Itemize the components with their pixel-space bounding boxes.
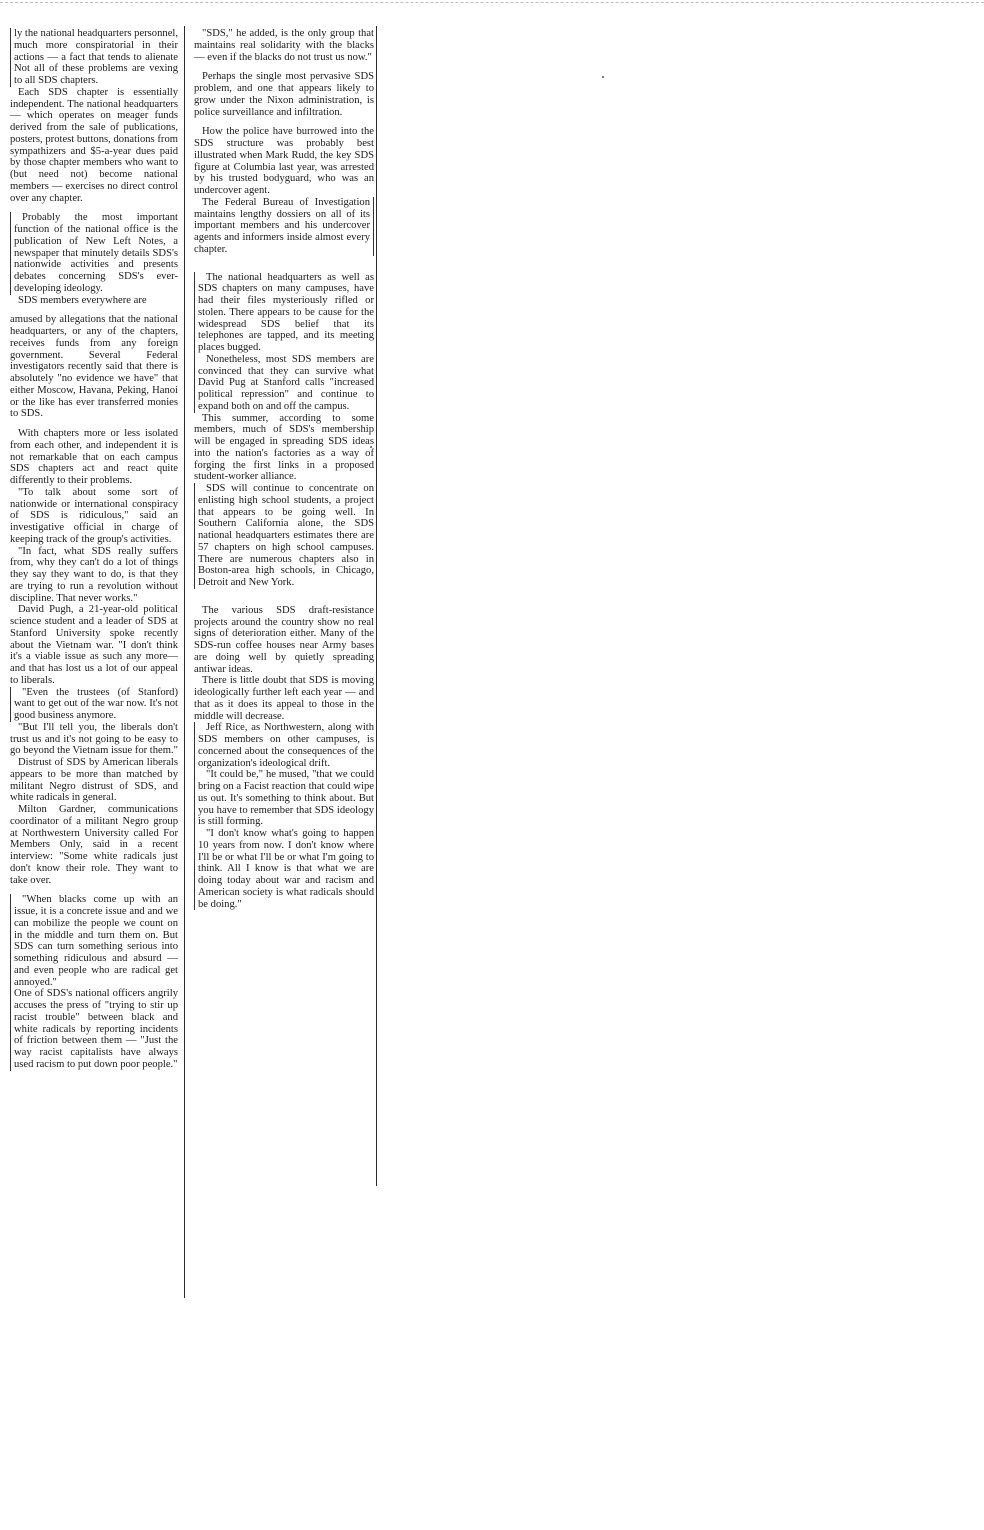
article-paragraph: Distrust of SDS by American liberals appears to be more than matched by militant Negro distrust of SDS, and white radicals in general. [10, 757, 178, 804]
article-paragraph: "In fact, what SDS really suffers from, why they can't do a lot of things they say they want to do, is that they are trying to run a revolution without discipline. That never works." [10, 545, 178, 604]
article-paragraph: amused by allegations that the national headquarters, or any of the chapters, receives funds from any foreign government. Several Federal investigators recently said that there is absolutely "no evidence we have" that either Moscow, Havana, Peking, Hanoi or the like has ever transferred monies to SDS. [10, 314, 178, 420]
article-paragraph: One of SDS's national officers angrily accuses the press of "trying to stir up racist trouble" between black and white radicals by reporting incidents of friction between them — "Just the way racist capitalists have always used racism to put down poor people." [10, 988, 178, 1070]
scan-top-border [0, 2, 984, 3]
article-paragraph: "But I'll tell you, the liberals don't trust us and it's not going to be easy to go beyond the Vietnam issue for them." [10, 721, 178, 757]
article-paragraph: Probably the most important function of the national office is the publication of New Left Notes, a newspaper that minutely details SDS's nationwide activities and presents debates concerning SDS's ever-developing ideology. [10, 212, 178, 294]
article-paragraph: ly the national headquarters personnel, much more conspiratorial in their actions — a fact that tends to alienate Not all of these problems are vexing to all SDS chapters. [10, 28, 178, 87]
article-paragraph: Jeff Rice, as Northwestern, along with SDS members on other campuses, is concerned about the consequences of the organization's ideological drift. [194, 722, 374, 769]
article-paragraph: Perhaps the single most pervasive SDS problem, and one that appears likely to grow under the Nixon administration, is police surveillance and infiltration. [194, 71, 374, 118]
article-paragraph: "Even the trustees (of Stanford) want to get out of the war now. It's not good business anymore. [10, 687, 178, 722]
article-paragraph: This summer, according to some members, much of SDS's membership will be engaged in spreading SDS ideas into the nation's factories as a way of forging the first links in a proposed student-worker alliance. [194, 412, 374, 483]
article-paragraph: "To talk about some sort of nationwide or international conspiracy of SDS is ridiculous," said an investigative official in charge of keeping track of the group's activities. [10, 486, 178, 545]
article-paragraph: SDS members everywhere are [18, 294, 147, 306]
article-paragraph: There is little doubt that SDS is moving ideologically further left each year — and that as it does its appeal to those in the middle will decrease. [194, 675, 374, 722]
article-paragraph: SDS will continue to concentrate on enlisting high school students, a project that appears to be going well. In Southern California alone, the SDS national headquarters estimates there are 57 chapters on high school campuses. There are numerous chapters also in Boston-area high schools, in Chicago, Detroit and New York. [194, 483, 374, 589]
article-paragraph: The various SDS draft-resistance projects around the country show no real signs of deterioration either. Many of the SDS-run coffee houses near Army bases are doing well by quietly spreading antiwar ideas. [194, 604, 374, 675]
article-paragraph: "It could be," he mused, "that we could bring on a Facist reaction that could wipe us out. It's something to think about. But you have to remember that SDS ideology is still forming. [194, 769, 374, 828]
article-paragraph: How the police have burrowed into the SDS structure was probably best illustrated when Mark Rudd, the key SDS figure at Columbia last year, was arrested by his trusted bodyguard, who was an undercover agent. [194, 126, 374, 196]
article-paragraph: "I don't know what's going to happen 10 years from now. I don't know where I'll be or what I'll be or what I'm going to think. All I know is that what we are doing today about war and racism and American society is what radicals should be doing." [194, 828, 374, 910]
article-paragraph: Milton Gardner, communications coordinator of a militant Negro group at Northwestern University called For Members Only, said in a recent interview: "Some white radicals just don't know their role. They want to take over. [10, 804, 178, 886]
article-paragraph: Each SDS chapter is essentially independent. The national headquarters — which operates on meager funds derived from the sale of publications, posters, protest buttons, donations from sympathizers and $5-a-year dues paid by those chapter members who want to (but need not) become national members — exercises no direct control over any chapter. [10, 86, 178, 204]
scan-speck [602, 76, 604, 78]
column-divider [184, 26, 185, 1298]
article-paragraph: The national headquarters as well as SDS chapters on many campuses, have had their files mysteriously rifled or stolen. There appears to be cause for the widespread SDS belief that its telephones are tapped, and its meeting places bugged. [194, 272, 374, 354]
article-paragraph: "SDS," he added, is the only group that maintains real solidarity with the blacks — even if the blacks do not trust us now." [194, 28, 374, 63]
article-column-1 [10, 28, 178, 1071]
article-column-2 [194, 28, 374, 910]
column-right-rule [376, 26, 377, 1186]
article-paragraph: David Pugh, a 21-year-old political science student and a leader of SDS at Stanford University spoke recently about the Vietnam war. "I don't think it's a viable issue as such any more—and that has lost us a lot of our appeal to liberals. [10, 604, 178, 686]
article-paragraph: Nonetheless, most SDS members are convinced that they can survive what David Pug at Stanford calls "increased political repression" and continue to expand both on and off the campus. [194, 354, 374, 413]
article-paragraph: "When blacks come up with an issue, it is a concrete issue and and we can mobilize the people we count on in the middle and turn them on. But SDS can turn something serious into something ridiculous and absurd — and even people who are radical get annoyed." [10, 894, 178, 988]
article-paragraph: With chapters more or less isolated from each other, and independent it is not remarkable that on each campus SDS chapters act and react quite differently to their problems. [10, 428, 178, 486]
article-paragraph: The Federal Bureau of Investigation maintains lengthy dossiers on all of its important members and his undercover agents and informers inside almost every chapter. [194, 197, 374, 256]
